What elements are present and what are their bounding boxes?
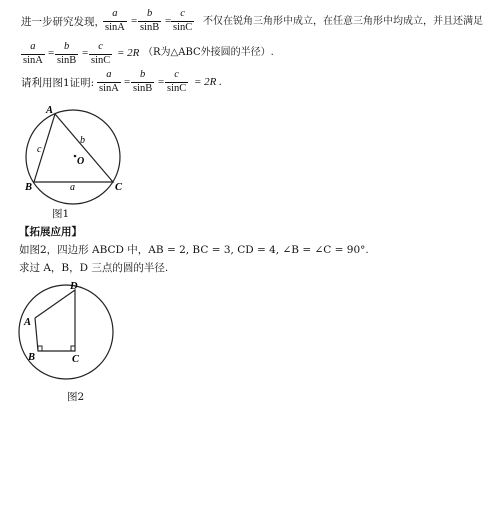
frac-num-b: b [147,8,153,19]
right-angle-mark-b [38,346,42,351]
equals-2R-dot: = 2R . [194,76,222,88]
label2-D: D [70,281,78,292]
frac-num-c: c [174,69,179,80]
frac-c-over-sinC-3 [165,70,188,94]
label-A: A [46,105,54,116]
frac-a-over-sinA-3 [97,70,121,94]
label2-B: B [28,352,36,363]
prove-prefix: 请利用图1证明: [21,77,95,89]
frac-den-sinC: sinC [173,21,193,33]
equals-sign: = [82,47,89,59]
frac-a-over-sinA [103,9,127,33]
triangle-abc [34,114,113,182]
frac-den-sinB: sinB [57,54,77,66]
frac-den-sinA: sinA [23,54,43,66]
frac-den-sinB: sinB [140,21,160,33]
label-B: B [25,182,33,193]
frac-num-c: c [180,8,185,19]
label-C: C [115,182,123,193]
equals-sign: = [124,76,131,88]
application-problem-line1: 如图2，四边形 ABCD 中，AB = 2, BC = 3, CD = 4, ∠B = ∠C = 90°. [19,244,369,256]
intro-line2-suffix: （R为△ABC外接圆的半径）. [143,47,274,58]
circumcircle-2 [19,285,113,379]
frac-den-sinC: sinC [91,54,111,66]
figure1-caption: 图1 [52,208,70,220]
intro-line1-suffix: 不仅在锐角三角形中成立，在任意三角形中均成立，并且还满足 [203,16,483,27]
application-heading: 【拓展应用】 [19,226,82,238]
equals-sign: = [158,76,165,88]
frac-b-over-sinB-2 [55,42,78,66]
label-side-c: c [37,144,42,155]
label-O: O [77,156,85,167]
equals-sign: = [131,15,138,27]
application-problem-line2: 求过 A，B，D 三点的圆的半径. [19,262,169,274]
right-angle-mark-c [71,346,75,351]
frac-num-b: b [140,69,146,80]
equals-sign: = [165,15,172,27]
frac-num-a: a [112,8,118,19]
frac-c-over-sinC [171,9,194,33]
frac-den-sinC: sinC [167,82,187,94]
frac-b-over-sinB [138,9,161,33]
label-side-a: a [70,182,75,193]
frac-den-sinA: sinA [99,82,119,94]
circumcircle-1 [26,110,120,204]
quadrilateral-abcd [35,290,75,351]
equals-sign: = [48,47,55,59]
label2-C: C [72,354,80,365]
frac-c-over-sinC-2 [89,42,112,66]
frac-den-sinB: sinB [133,82,153,94]
label2-A: A [24,317,32,328]
frac-num-b: b [64,41,70,52]
intro-line1-prefix: 进一步研究发现， [21,16,105,28]
figure2-caption: 图2 [67,391,85,403]
frac-num-a: a [30,41,36,52]
frac-num-c: c [98,41,103,52]
center-point-o [74,155,77,158]
label-side-b: b [80,135,85,146]
frac-a-over-sinA-2 [21,42,45,66]
frac-b-over-sinB-3 [131,70,154,94]
frac-num-a: a [106,69,112,80]
frac-den-sinA: sinA [105,21,125,33]
equals-2R: = 2R [117,47,140,59]
